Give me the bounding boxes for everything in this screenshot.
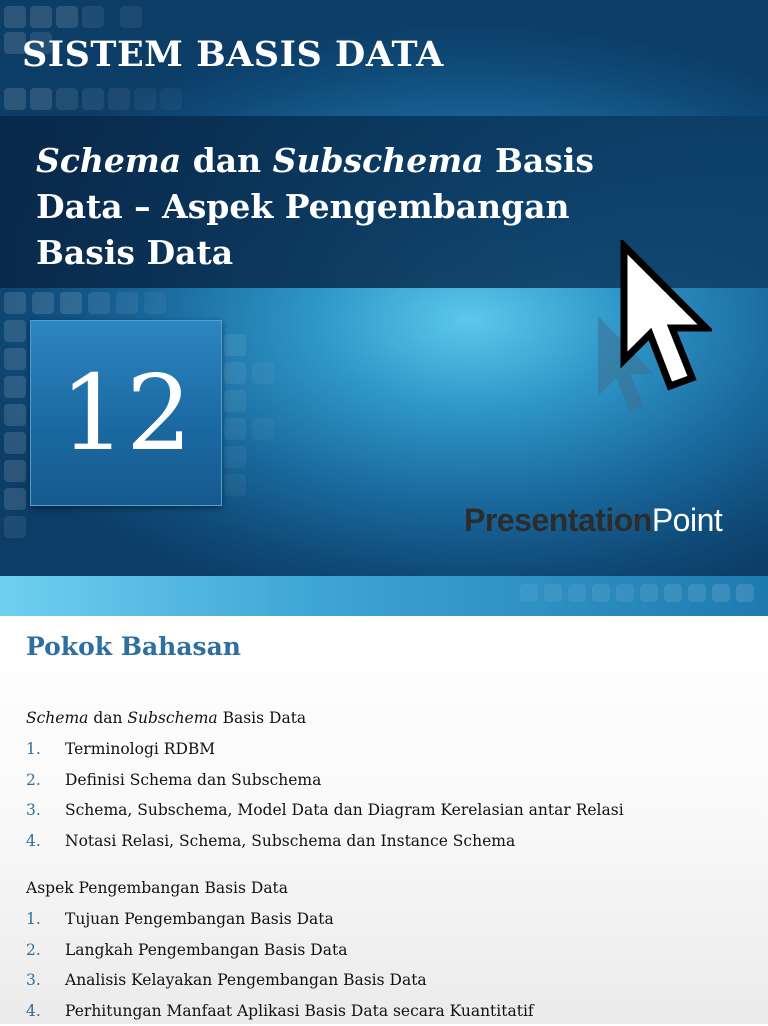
title-text-dan: dan: [181, 141, 272, 180]
item-text: Tujuan Pengembangan Basis Data: [65, 910, 334, 928]
section2-list: [26, 904, 534, 1026]
decorative-tiles-bottom-right: [520, 578, 768, 614]
list-item: [26, 795, 624, 826]
brand-part2: Point: [652, 502, 722, 538]
item-text: Notasi Relasi, Schema, Subschema dan Instance Schema: [65, 832, 515, 850]
item-number: 2.: [26, 771, 65, 789]
item-number: 3.: [26, 801, 65, 819]
section1-text-end: Basis Data: [218, 709, 307, 727]
section1-italic-schema: Schema: [26, 709, 88, 727]
item-number: 4.: [26, 1002, 65, 1020]
brand-logo: [464, 502, 722, 539]
section1-title: [26, 709, 306, 727]
item-number: 3.: [26, 971, 65, 989]
item-text: Definisi Schema dan Subschema: [65, 771, 321, 789]
section1-list: [26, 734, 624, 856]
item-text: Langkah Pengembangan Basis Data: [65, 941, 347, 959]
list-item: [26, 996, 534, 1026]
brand-part1: Presentation: [464, 502, 652, 538]
list-item: [26, 965, 534, 996]
session-number: 12: [60, 352, 192, 474]
agenda-heading: Pokok Bahasan: [26, 632, 241, 661]
agenda-slide: [0, 616, 768, 1024]
section1-italic-subschema: Subschema: [127, 709, 217, 727]
list-item: [26, 765, 624, 796]
item-number: 1.: [26, 740, 65, 758]
decorative-tiles-mid: [222, 320, 282, 510]
list-item: [26, 904, 534, 935]
section1-text-dan: dan: [88, 709, 127, 727]
item-number: 2.: [26, 941, 65, 959]
cursor-arrow-icon: [616, 240, 712, 396]
session-number-box: [30, 320, 222, 506]
slide-title: [36, 138, 596, 276]
list-item: [26, 935, 534, 966]
title-text-rest: Basis Data – Aspek Pengembangan Basis Data: [36, 141, 594, 272]
decorative-tiles-row: [30, 290, 200, 320]
item-text: Schema, Subschema, Model Data dan Diagram Kerelasian antar Relasi: [65, 801, 624, 819]
item-number: 4.: [26, 832, 65, 850]
item-text: Perhitungan Manfaat Aplikasi Basis Data secara Kuantitatif: [65, 1002, 534, 1020]
list-item: [26, 734, 624, 765]
list-item: [26, 826, 624, 857]
decorative-tiles-left: [0, 290, 30, 580]
section2-title: Aspek Pengembangan Basis Data: [26, 879, 288, 897]
title-italic-subschema: Subschema: [273, 141, 484, 180]
deck-title: SISTEM BASIS DATA: [22, 34, 444, 75]
item-text: Terminologi RDBM: [65, 740, 215, 758]
item-text: Analisis Kelayakan Pengembangan Basis Data: [65, 971, 427, 989]
item-number: 1.: [26, 910, 65, 928]
title-italic-schema: Schema: [36, 141, 181, 180]
